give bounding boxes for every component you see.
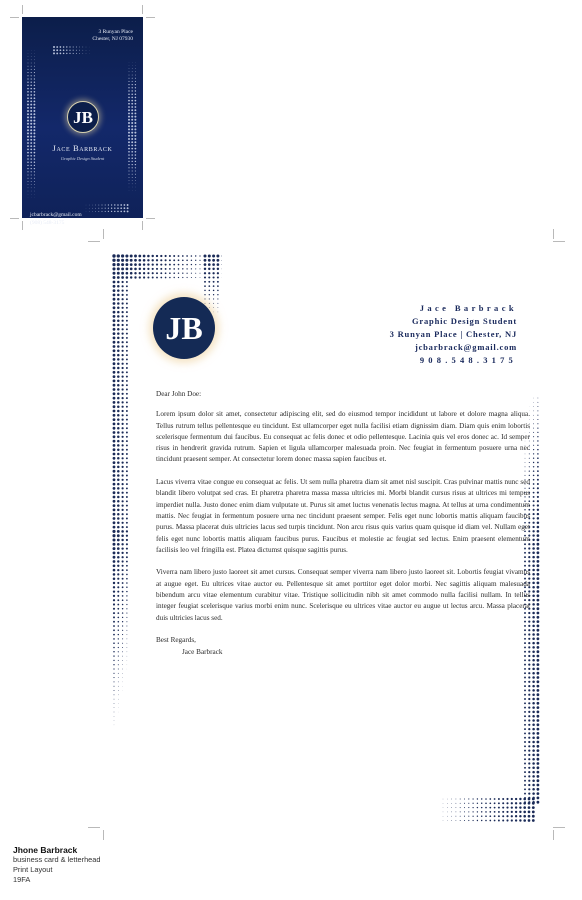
caption-line3: 19FA <box>13 875 31 884</box>
caption-line1: business card & letterhead <box>13 855 101 864</box>
caption-title: Jhone Barbrack <box>13 845 78 855</box>
letter-closing: Best Regards, <box>156 636 196 645</box>
card-phone: (908) 548-3175 <box>30 220 65 226</box>
card-address-line2: Chester, NJ 07930 <box>92 36 133 42</box>
svg-text:JB: JB <box>165 310 203 346</box>
letter-paragraph-3: Viverra nam libero justo laoreet sit amet cursus. Consequat semper viverra nam libero justo laoreet sit. Lobortis feugiat vivamus at augue eget. Eu ultrices vitae auctor eu. Pellentesque sit amet porttitor eget dolor morbi. Nec sagittis aliquam malesuada bibendum arcu vitae elementum curabitur vitae. Tristique sollicitudin nibh sit amet commodo nulla facilisi nullam. In tellus integer feugiat scelerisque varius morbi enim nunc. Scelerisque eu ultrices vitae auctor eu augue ut lectus arcu. Massa placerat duis ultricies lacus sed. <box>156 568 530 622</box>
card-address-line1: 3 Runyan Place <box>98 29 133 35</box>
card-title: Graphic Design Student <box>60 156 105 161</box>
letter-signature: Jace Barbrack <box>182 647 223 656</box>
letterhead-name: Jace Barbrack <box>419 303 517 313</box>
letter-logo <box>153 297 215 359</box>
letter-paragraph-2: Lacus viverra vitae congue eu consequat ac felis. Ut sem nulla pharetra diam sit amet nisl suscipit. Cras pulvinar mattis nunc sed blandit libero volutpat sed cras. Et pharetra pharetra massa massa ultricies mi. Morbi blandit cursus risus at ultrices mi tempus imperdiet nulla. Justo donec enim diam vulputate ut. Purus sit amet luctus venenatis lectus magna. At tellus at urna condimentum mattis. Nec feugiat in fermentum posuere urna nec tincidunt praesent semper. Felis eget nunc lobortis mattis aliquam faucibus purus. Massa placerat duis ultricies lacus sed turpis tincidunt. Non arcu risus quis varius quam quisque id diam vel. Nullam eget felis eget nunc lobortis mattis aliquam faucibus purus. Faucibus et molestie ac feugiat sed lectus. Enim praesent elementum facilisis leo vel fringilla est. Platea dictumst quisque sagittis purus. <box>156 478 530 554</box>
jb-monogram-icon <box>153 297 215 359</box>
letterhead-email: jcbarbrack@gmail.com <box>414 342 517 352</box>
project-caption <box>13 845 101 885</box>
caption-line2: Print Layout <box>13 865 53 874</box>
card-name: Jace Barbrack <box>52 143 113 153</box>
letter-signoff <box>156 635 530 658</box>
letter-salutation: Dear John Doe: <box>156 390 202 398</box>
letter-paragraph-1: Lorem ipsum dolor sit amet, consectetur adipiscing elit, sed do eiusmod tempor incididunt ut labore et dolore magna aliqua. Tellus rutrum tellus pellentesque eu tincidunt. Est ullamcorper eget nulla facilisi etiam dignissim diam. Diam quis enim lobortis scelerisque fermentum dui faucibus. Eu consequat ac felis donec et odio pellentesque. Lacinia quis vel eros donec ac. Id semper risus in hendrerit gravida rutrum. Sapien et ligula ullamcorper malesuada proin. Nec feugiat in fermentum posuere urna nec tincidunt praesent semper. At consectetur lorem donec massa sapien faucibus et. <box>156 410 530 464</box>
letter-body <box>156 389 530 658</box>
card-email: jcbarbrack@gmail.com <box>30 212 82 218</box>
letterhead-contact-block <box>390 302 517 367</box>
letterhead-phone: 908.548.3175 <box>419 355 517 365</box>
letterhead-address: 3 Runyan Place | Chester, NJ <box>389 329 517 339</box>
svg-text:JB: JB <box>73 108 93 127</box>
letterhead-title: Graphic Design Student <box>412 316 517 326</box>
